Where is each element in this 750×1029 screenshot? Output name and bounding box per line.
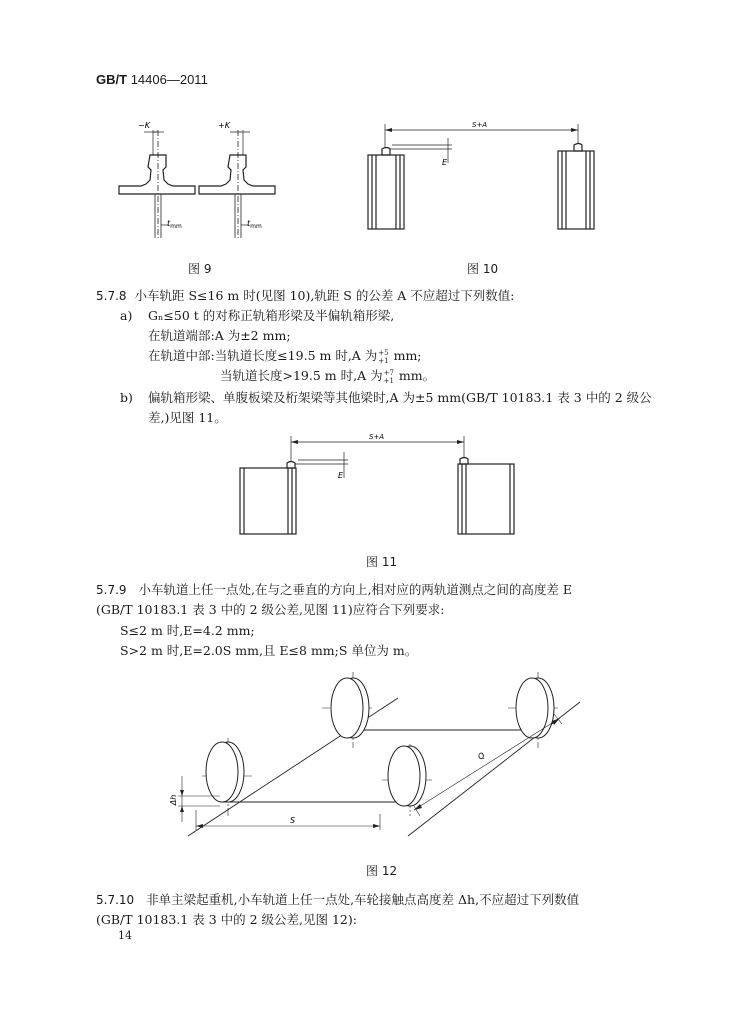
figure-12-drawing <box>168 668 598 838</box>
section-number: 5.7.8 <box>96 289 127 303</box>
item-a-line-4: 当轨道长度>19.5 m 时,A 为+7 +1 mm。 <box>220 368 436 385</box>
figure-11-caption: 图 11 <box>366 555 398 569</box>
item-b-line-2: 差,)见图 11。 <box>148 410 227 425</box>
fig11-e-label: E <box>338 471 344 480</box>
section-5-7-9-line-4: S>2 m 时,E=2.0S mm,且 E≤8 mm;S 单位为 m。 <box>120 643 418 658</box>
fig9-t-label-2: $t_{mm}$ <box>247 219 262 230</box>
section-5-7-10-line-2: (GB/T 10183.1 表 3 中的 2 级公差,见图 12): <box>96 912 357 927</box>
section-5-7-10-line-1: 5.7.10 非单主梁起重机,小车轨道上任一点处,车轮接触点高度差 Δh,不应超过下列数值 <box>96 892 580 907</box>
figure-12-caption: 图 12 <box>366 864 398 878</box>
fig9-plus-k-label: +K <box>218 121 230 130</box>
tolerance-lower: +1 <box>378 356 389 365</box>
fig12-q-label: Q <box>476 750 487 762</box>
standard-code: GB/T <box>96 72 128 87</box>
tolerance-upper: +7 <box>383 368 394 377</box>
section-number: 5.7.10 <box>96 893 135 907</box>
item-a-line-2: 在轨道端部:A 为±2 mm; <box>148 328 291 343</box>
section-5-7-8-heading <box>96 286 515 306</box>
item-b-label: b) <box>120 390 133 405</box>
fig10-span-label: S+A <box>472 121 488 129</box>
fig12-dh-label: Δh <box>169 794 178 806</box>
section-5-7-9-line-2: (GB/T 10183.1 表 3 中的 2 级公差,见图 11)应符合下列要求: <box>96 602 445 617</box>
figure-10-drawing <box>362 118 602 238</box>
tolerance-lower: +1 <box>383 376 394 385</box>
fig9-t-label-1: $t_{mm}$ <box>167 219 182 230</box>
figure-9-caption: 图 9 <box>188 262 212 276</box>
page-number: 14 <box>118 929 132 942</box>
figure-9-drawing <box>120 118 290 248</box>
fig11-span-label: S+A <box>369 433 385 441</box>
item-a-label: a) <box>120 308 133 323</box>
section-number: 5.7.9 <box>96 583 127 597</box>
fig10-e-label: E <box>442 158 448 167</box>
standard-number: 14406—2011 <box>130 72 208 87</box>
fig9-minus-k-label: −K <box>138 121 150 130</box>
figure-11-drawing <box>236 432 526 542</box>
item-b-line-1: 偏轨箱形梁、单腹板梁及桁架梁等其他梁时,A 为±5 mm(GB/T 10183.1 表 3 中的 2 级公 <box>148 390 652 405</box>
standard-header <box>96 72 208 87</box>
fig12-s-label: S <box>290 816 296 825</box>
section-5-7-9-line-1: 5.7.9 小车轨道上任一点处,在与之垂直的方向上,相对应的两轨道测点之间的高度差 E <box>96 582 573 597</box>
item-a-line-1: Gₙ≤50 t 的对称正轨箱形梁及半偏轨箱形梁, <box>148 308 395 323</box>
item-a-line-3: 在轨道中部:当轨道长度≤19.5 m 时,A 为+5 +1 mm; <box>148 348 422 365</box>
figure-10-caption: 图 10 <box>467 262 499 276</box>
section-5-7-9-line-3: S≤2 m 时,E=4.2 mm; <box>120 623 255 638</box>
tolerance-upper: +5 <box>378 348 389 357</box>
section-text: 小车轨距 S≤16 m 时(见图 10),轨距 S 的公差 A 不应超过下列数值: <box>134 288 515 303</box>
